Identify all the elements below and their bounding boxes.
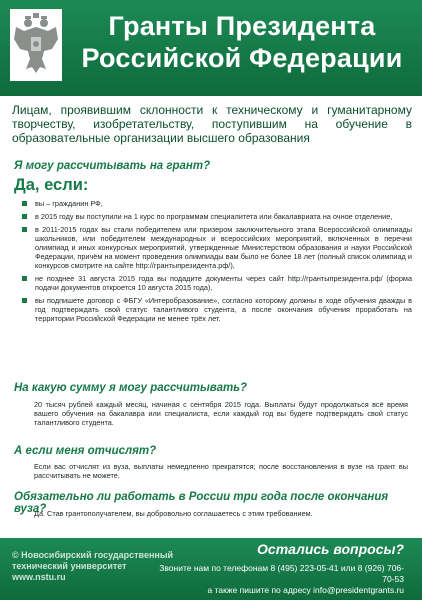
intro-text: Лицам, проявившим склонности к техническому и гуманитарному творчеству, изобретательству, поступившим на обучение в образовательные организации высшего образования <box>12 103 412 145</box>
question-can-i-count: Я могу рассчитывать на грант? <box>14 160 211 172</box>
russian-coat-of-arms-icon <box>10 9 62 81</box>
org-info <box>12 550 173 583</box>
title-line-2: Российской Федерации <box>81 43 403 73</box>
phone-numbers: Звоните нам по телефонам 8 (495) 223-05-41 или 8 (926) 706-70-53 <box>159 563 404 584</box>
contact-info <box>154 563 404 596</box>
org-site-link[interactable]: www.nstu.ru <box>12 572 66 582</box>
list-item: не позднее 31 августа 2015 года вы подадите документы через сайт http://грантыпрезидента.рф/ (форма подачи документов откроется 10 августа 2015 года), <box>22 274 412 292</box>
question-expelled: А если меня отчислят? <box>14 445 157 457</box>
footer-banner <box>0 538 422 600</box>
answer-amount: 20 тысяч рублей каждый месяц, начиная с сентября 2015 года. Выплаты будут продолжаться всё время вашего обучения на бакалавра или специалиста, если каждый год вы будете подтверждать свой статус талантливого студента. <box>34 400 408 427</box>
emblem <box>10 9 62 81</box>
answer-yes-if: Да, если: <box>14 176 89 194</box>
page-title <box>72 10 412 74</box>
conditions-list <box>22 199 412 327</box>
answer-expelled: Если вас отчислят из вуза, выплаты немедленно прекратятся; после восстановления в вузе на грант вы рассчитывать не можете. <box>34 462 408 480</box>
question-amount: На какую сумму я могу рассчитывать? <box>14 382 248 394</box>
list-item: в 2015 году вы поступили на 1 курс по программам специалитета или бакалавриата на очное отделение, <box>22 212 412 221</box>
header-banner <box>0 0 422 96</box>
question-work-in-russia: Обязательно ли работать в России три года после окончания вуза? <box>14 491 389 515</box>
answer-work-in-russia: Да. Став грантополучателем, вы добровольно соглашаетесь с этим требованием. <box>34 509 313 518</box>
questions-heading: Остались вопросы? <box>257 541 404 557</box>
email-contact[interactable]: а также пишите по адресу info@presidentgrants.ru <box>207 585 404 595</box>
list-item: вы – гражданин РФ, <box>22 199 412 208</box>
title-line-1: Гранты Президента <box>108 11 376 41</box>
list-item: в 2011-2015 годах вы стали победителем или призером заключительного этапа Всероссийской олимпиады школьников, или победителем международных и всероссийских мероприятий, включенных в перечни олимпиад и иных конкурсных мероприятий, утвержденные Министерством образования и науки Российской Федерации, причём на момент проведения олимпиады вам было не более 18 лет (полный список олимпиад и конкурсов смотрите на сайте http://грантыпрезидента.рф/), <box>22 225 412 270</box>
org-line-2: технический университет <box>12 561 127 571</box>
list-item: вы подпишете договор с ФБГУ «Интеробразование», согласно которому должны в ходе обучения дважды в год подтверждать свой статус талантливого студента, а после окончания обучения проработать на территории Российской Федерации не менее трёх лет. <box>22 296 412 323</box>
org-line-1: © Новосибирский государственный <box>12 550 174 560</box>
